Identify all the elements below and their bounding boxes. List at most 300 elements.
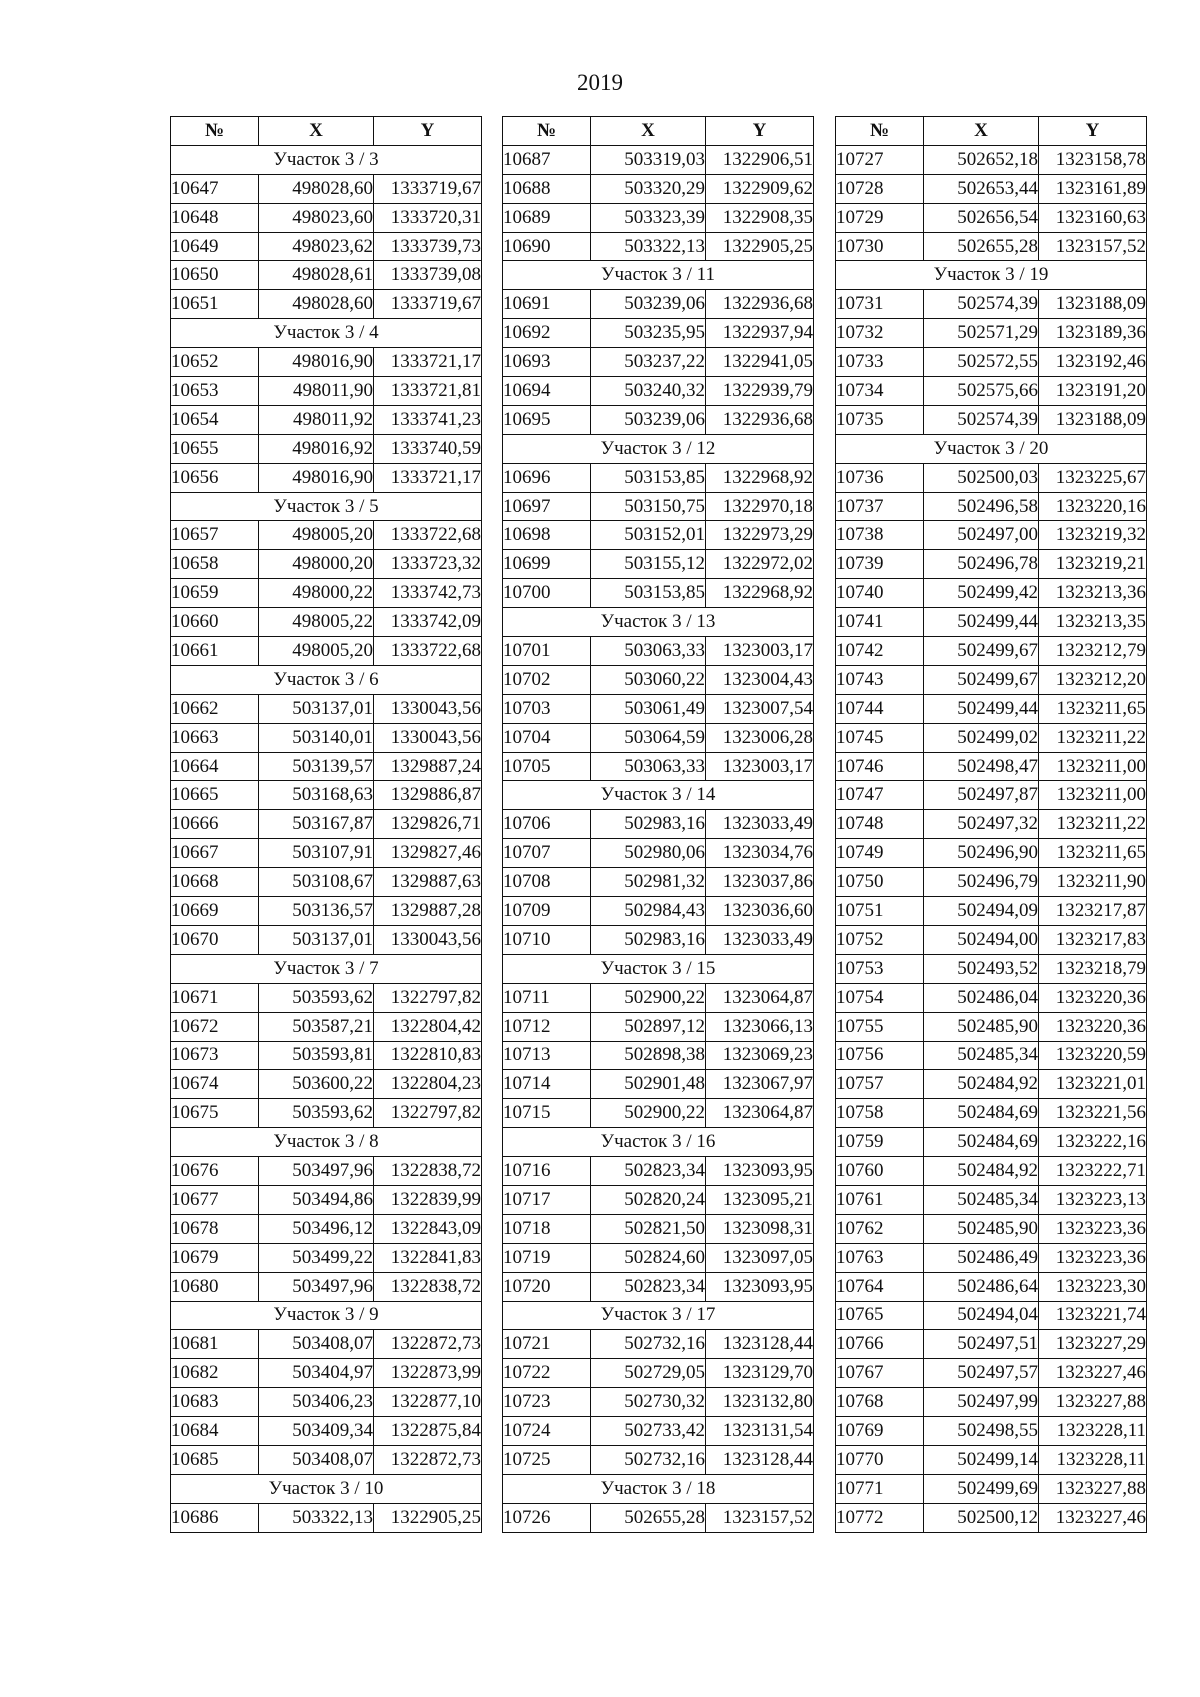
y-coordinate: 1333719,67 [374,290,482,319]
point-number: 10655 [171,434,259,463]
y-coordinate: 1323095,21 [706,1185,814,1214]
table-row [836,1503,1147,1532]
x-coordinate: 503499,22 [259,1243,374,1272]
table-row [171,1157,482,1186]
section-title: Участок 3 / 15 [503,954,814,983]
y-coordinate: 1329826,71 [374,810,482,839]
section-title: Участок 3 / 3 [171,145,482,174]
point-number: 10708 [503,868,591,897]
y-coordinate: 1323217,87 [1039,897,1147,926]
table-row [836,839,1147,868]
table-row [171,1503,482,1532]
table-row [171,377,482,406]
y-coordinate: 1323161,89 [1039,174,1147,203]
section-title: Участок 3 / 7 [171,954,482,983]
point-number: 10764 [836,1272,924,1301]
x-coordinate: 503320,29 [591,174,706,203]
table-row [836,637,1147,666]
y-coordinate: 1323211,65 [1039,694,1147,723]
x-coordinate: 503167,87 [259,810,374,839]
point-number: 10669 [171,897,259,926]
x-coordinate: 502820,24 [591,1185,706,1214]
section-title: Участок 3 / 8 [171,1128,482,1157]
point-number: 10692 [503,319,591,348]
section-title: Участок 3 / 9 [171,1301,482,1330]
table-row [503,290,814,319]
x-coordinate: 498000,22 [259,579,374,608]
x-coordinate: 503237,22 [591,348,706,377]
table-row [171,810,482,839]
point-number: 10650 [171,261,259,290]
table-row [836,723,1147,752]
table-row [503,348,814,377]
y-coordinate: 1333742,09 [374,608,482,637]
table-row [171,405,482,434]
header-x: X [259,117,374,146]
y-coordinate: 1323003,17 [706,637,814,666]
section-row [836,434,1147,463]
table-row [836,1474,1147,1503]
x-coordinate: 502823,34 [591,1272,706,1301]
point-number: 10676 [171,1157,259,1186]
point-number: 10745 [836,723,924,752]
y-coordinate: 1323222,71 [1039,1157,1147,1186]
point-number: 10751 [836,897,924,926]
x-coordinate: 502653,44 [924,174,1039,203]
x-coordinate: 502497,57 [924,1359,1039,1388]
table-row [836,290,1147,319]
x-coordinate: 498011,92 [259,405,374,434]
point-number: 10652 [171,348,259,377]
section-row [171,319,482,348]
table-row [171,1099,482,1128]
y-coordinate: 1329887,63 [374,868,482,897]
table-row [836,897,1147,926]
table-row [836,1417,1147,1446]
y-coordinate: 1322838,72 [374,1157,482,1186]
table-row [503,1012,814,1041]
x-coordinate: 503140,01 [259,723,374,752]
point-number: 10649 [171,232,259,261]
table-row [836,983,1147,1012]
section-row [171,665,482,694]
table-row [171,637,482,666]
point-number: 10690 [503,232,591,261]
point-number: 10762 [836,1214,924,1243]
y-coordinate: 1323131,54 [706,1417,814,1446]
point-number: 10714 [503,1070,591,1099]
y-coordinate: 1323223,30 [1039,1272,1147,1301]
y-coordinate: 1323034,76 [706,839,814,868]
section-row [171,1301,482,1330]
section-row [503,954,814,983]
table-row [503,1070,814,1099]
x-coordinate: 502499,67 [924,665,1039,694]
section-title: Участок 3 / 6 [171,665,482,694]
section-title: Участок 3 / 4 [171,319,482,348]
x-coordinate: 502494,00 [924,925,1039,954]
page-number: 2019 [577,70,623,95]
point-number: 10707 [503,839,591,868]
table-row [503,405,814,434]
table-row [503,1214,814,1243]
x-coordinate: 498005,22 [259,608,374,637]
point-number: 10719 [503,1243,591,1272]
header-y: Y [706,117,814,146]
point-number: 10685 [171,1445,259,1474]
table-row [503,1417,814,1446]
table-row [171,868,482,897]
x-coordinate: 502497,87 [924,781,1039,810]
table-row [171,174,482,203]
point-number: 10687 [503,145,591,174]
point-number: 10703 [503,694,591,723]
point-number: 10698 [503,521,591,550]
x-coordinate: 503593,81 [259,1041,374,1070]
x-coordinate: 502500,03 [924,463,1039,492]
x-coordinate: 503404,97 [259,1359,374,1388]
y-coordinate: 1333721,17 [374,348,482,377]
y-coordinate: 1323222,16 [1039,1128,1147,1157]
point-number: 10710 [503,925,591,954]
y-coordinate: 1323132,80 [706,1388,814,1417]
point-number: 10695 [503,405,591,434]
x-coordinate: 498016,92 [259,434,374,463]
x-coordinate: 503322,13 [591,232,706,261]
point-number: 10712 [503,1012,591,1041]
y-coordinate: 1323211,00 [1039,752,1147,781]
point-number: 10672 [171,1012,259,1041]
y-coordinate: 1329827,46 [374,839,482,868]
table-row [836,492,1147,521]
point-number: 10740 [836,579,924,608]
table-row [836,752,1147,781]
section-title: Участок 3 / 14 [503,781,814,810]
y-coordinate: 1322968,92 [706,463,814,492]
point-number: 10682 [171,1359,259,1388]
table-row [836,1185,1147,1214]
y-coordinate: 1322909,62 [706,174,814,203]
y-coordinate: 1323213,36 [1039,579,1147,608]
x-coordinate: 498028,60 [259,290,374,319]
table-row [503,983,814,1012]
table-row [836,348,1147,377]
x-coordinate: 502900,22 [591,1099,706,1128]
x-coordinate: 498005,20 [259,521,374,550]
y-coordinate: 1333721,81 [374,377,482,406]
y-coordinate: 1322970,18 [706,492,814,521]
table-row [836,694,1147,723]
y-coordinate: 1323221,56 [1039,1099,1147,1128]
table-row [503,637,814,666]
x-coordinate: 498028,61 [259,261,374,290]
x-coordinate: 502500,12 [924,1503,1039,1532]
point-number: 10678 [171,1214,259,1243]
point-number: 10666 [171,810,259,839]
x-coordinate: 502897,12 [591,1012,706,1041]
x-coordinate: 498005,20 [259,637,374,666]
y-coordinate: 1322939,79 [706,377,814,406]
table-row [836,1301,1147,1330]
x-coordinate: 502496,78 [924,550,1039,579]
x-coordinate: 503409,34 [259,1417,374,1446]
x-coordinate: 503496,12 [259,1214,374,1243]
y-coordinate: 1323066,13 [706,1012,814,1041]
point-number: 10718 [503,1214,591,1243]
x-coordinate: 502497,32 [924,810,1039,839]
y-coordinate: 1323221,74 [1039,1301,1147,1330]
y-coordinate: 1323220,36 [1039,1012,1147,1041]
point-number: 10765 [836,1301,924,1330]
table-row [171,348,482,377]
x-coordinate: 503139,57 [259,752,374,781]
section-row [171,1474,482,1503]
y-coordinate: 1323093,95 [706,1272,814,1301]
y-coordinate: 1323227,88 [1039,1474,1147,1503]
header-x: X [591,117,706,146]
point-number: 10664 [171,752,259,781]
x-coordinate: 502574,39 [924,405,1039,434]
table-row [171,290,482,319]
x-coordinate: 503168,63 [259,781,374,810]
point-number: 10699 [503,550,591,579]
x-coordinate: 503600,22 [259,1070,374,1099]
table-row [171,1041,482,1070]
x-coordinate: 502494,09 [924,897,1039,926]
point-number: 10731 [836,290,924,319]
point-number: 10746 [836,752,924,781]
x-coordinate: 503108,67 [259,868,374,897]
x-coordinate: 498023,60 [259,203,374,232]
x-coordinate: 502486,64 [924,1272,1039,1301]
y-coordinate: 1322797,82 [374,1099,482,1128]
section-row [503,1301,814,1330]
point-number: 10732 [836,319,924,348]
section-row [503,1128,814,1157]
table-row [836,1445,1147,1474]
point-number: 10756 [836,1041,924,1070]
table-row [503,232,814,261]
section-title: Участок 3 / 20 [836,434,1147,463]
point-number: 10743 [836,665,924,694]
x-coordinate: 502900,22 [591,983,706,1012]
section-title: Участок 3 / 19 [836,261,1147,290]
table-row [836,1359,1147,1388]
y-coordinate: 1323211,22 [1039,810,1147,839]
point-number: 10728 [836,174,924,203]
table-row [171,1012,482,1041]
y-coordinate: 1333739,08 [374,261,482,290]
y-coordinate: 1323223,36 [1039,1243,1147,1272]
point-number: 10704 [503,723,591,752]
x-coordinate: 503152,01 [591,521,706,550]
point-number: 10656 [171,463,259,492]
header-number: № [836,117,924,146]
point-number: 10722 [503,1359,591,1388]
y-coordinate: 1322905,25 [374,1503,482,1532]
header-row [836,117,1147,146]
y-coordinate: 1323189,36 [1039,319,1147,348]
x-coordinate: 498016,90 [259,348,374,377]
section-row [171,1128,482,1157]
x-coordinate: 502898,38 [591,1041,706,1070]
section-row [503,781,814,810]
table-row [171,1185,482,1214]
table-row [836,608,1147,637]
table-row [836,665,1147,694]
x-coordinate: 503153,85 [591,463,706,492]
x-coordinate: 503323,39 [591,203,706,232]
x-coordinate: 502486,04 [924,983,1039,1012]
y-coordinate: 1333719,67 [374,174,482,203]
y-coordinate: 1322908,35 [706,203,814,232]
header-y: Y [1039,117,1147,146]
point-number: 10738 [836,521,924,550]
table-row [171,1330,482,1359]
table-row [836,550,1147,579]
x-coordinate: 503239,06 [591,290,706,319]
y-coordinate: 1323128,44 [706,1445,814,1474]
table-row [836,521,1147,550]
y-coordinate: 1323157,52 [706,1503,814,1532]
y-coordinate: 1330043,56 [374,723,482,752]
point-number: 10694 [503,377,591,406]
table-row [836,1128,1147,1157]
point-number: 10766 [836,1330,924,1359]
table-row [503,694,814,723]
y-coordinate: 1323069,23 [706,1041,814,1070]
x-coordinate: 502729,05 [591,1359,706,1388]
section-title: Участок 3 / 12 [503,434,814,463]
table-row [836,1330,1147,1359]
section-row [503,608,814,637]
x-coordinate: 503408,07 [259,1330,374,1359]
table-row [503,1330,814,1359]
x-coordinate: 502497,99 [924,1388,1039,1417]
header-number: № [171,117,259,146]
point-number: 10739 [836,550,924,579]
x-coordinate: 502983,16 [591,810,706,839]
section-title: Участок 3 / 13 [503,608,814,637]
y-coordinate: 1322937,94 [706,319,814,348]
table-row [171,608,482,637]
point-number: 10684 [171,1417,259,1446]
header-y: Y [374,117,482,146]
y-coordinate: 1322906,51 [706,145,814,174]
point-number: 10742 [836,637,924,666]
x-coordinate: 502499,69 [924,1474,1039,1503]
y-coordinate: 1322838,72 [374,1272,482,1301]
y-coordinate: 1323225,67 [1039,463,1147,492]
x-coordinate: 502499,67 [924,637,1039,666]
header-row [503,117,814,146]
point-number: 10686 [171,1503,259,1532]
header-x: X [924,117,1039,146]
table-row [171,1070,482,1099]
point-number: 10735 [836,405,924,434]
y-coordinate: 1333722,68 [374,521,482,550]
x-coordinate: 502498,55 [924,1417,1039,1446]
x-coordinate: 503235,95 [591,319,706,348]
table-row [171,232,482,261]
table-row [836,1243,1147,1272]
y-coordinate: 1323227,46 [1039,1503,1147,1532]
x-coordinate: 503155,12 [591,550,706,579]
x-coordinate: 503064,59 [591,723,706,752]
table-row [836,1099,1147,1128]
point-number: 10697 [503,492,591,521]
y-coordinate: 1333722,68 [374,637,482,666]
table-row [836,1157,1147,1186]
y-coordinate: 1323218,79 [1039,954,1147,983]
point-number: 10737 [836,492,924,521]
y-coordinate: 1333741,23 [374,405,482,434]
y-coordinate: 1333742,73 [374,579,482,608]
point-number: 10755 [836,1012,924,1041]
y-coordinate: 1323158,78 [1039,145,1147,174]
x-coordinate: 503322,13 [259,1503,374,1532]
y-coordinate: 1323067,97 [706,1070,814,1099]
x-coordinate: 502484,92 [924,1070,1039,1099]
table-row [171,434,482,463]
table-row [171,839,482,868]
x-coordinate: 502575,66 [924,377,1039,406]
section-title: Участок 3 / 18 [503,1474,814,1503]
x-coordinate: 503319,03 [591,145,706,174]
y-coordinate: 1322804,42 [374,1012,482,1041]
y-coordinate: 1323188,09 [1039,290,1147,319]
table-row [503,579,814,608]
x-coordinate: 502499,44 [924,608,1039,637]
point-number: 10760 [836,1157,924,1186]
x-coordinate: 502485,90 [924,1214,1039,1243]
table-row [171,463,482,492]
table-row [503,665,814,694]
table-row [503,925,814,954]
x-coordinate: 502571,29 [924,319,1039,348]
table-row [171,723,482,752]
y-coordinate: 1323033,49 [706,925,814,954]
table-row [836,1272,1147,1301]
point-number: 10767 [836,1359,924,1388]
header-row [171,117,482,146]
table-row [503,1445,814,1474]
point-number: 10741 [836,608,924,637]
table-row [171,521,482,550]
y-coordinate: 1323064,87 [706,983,814,1012]
point-number: 10748 [836,810,924,839]
x-coordinate: 503494,86 [259,1185,374,1214]
section-row [171,954,482,983]
y-coordinate: 1323093,95 [706,1157,814,1186]
y-coordinate: 1323228,11 [1039,1445,1147,1474]
point-number: 10654 [171,405,259,434]
y-coordinate: 1333720,31 [374,203,482,232]
y-coordinate: 1322843,09 [374,1214,482,1243]
y-coordinate: 1323220,36 [1039,983,1147,1012]
x-coordinate: 502823,34 [591,1157,706,1186]
section-row [836,261,1147,290]
y-coordinate: 1322839,99 [374,1185,482,1214]
y-coordinate: 1329886,87 [374,781,482,810]
x-coordinate: 502485,34 [924,1041,1039,1070]
x-coordinate: 503497,96 [259,1272,374,1301]
coordinates-table-2 [502,116,814,1533]
x-coordinate: 502486,49 [924,1243,1039,1272]
x-coordinate: 502574,39 [924,290,1039,319]
table-row [503,1041,814,1070]
point-number: 10711 [503,983,591,1012]
